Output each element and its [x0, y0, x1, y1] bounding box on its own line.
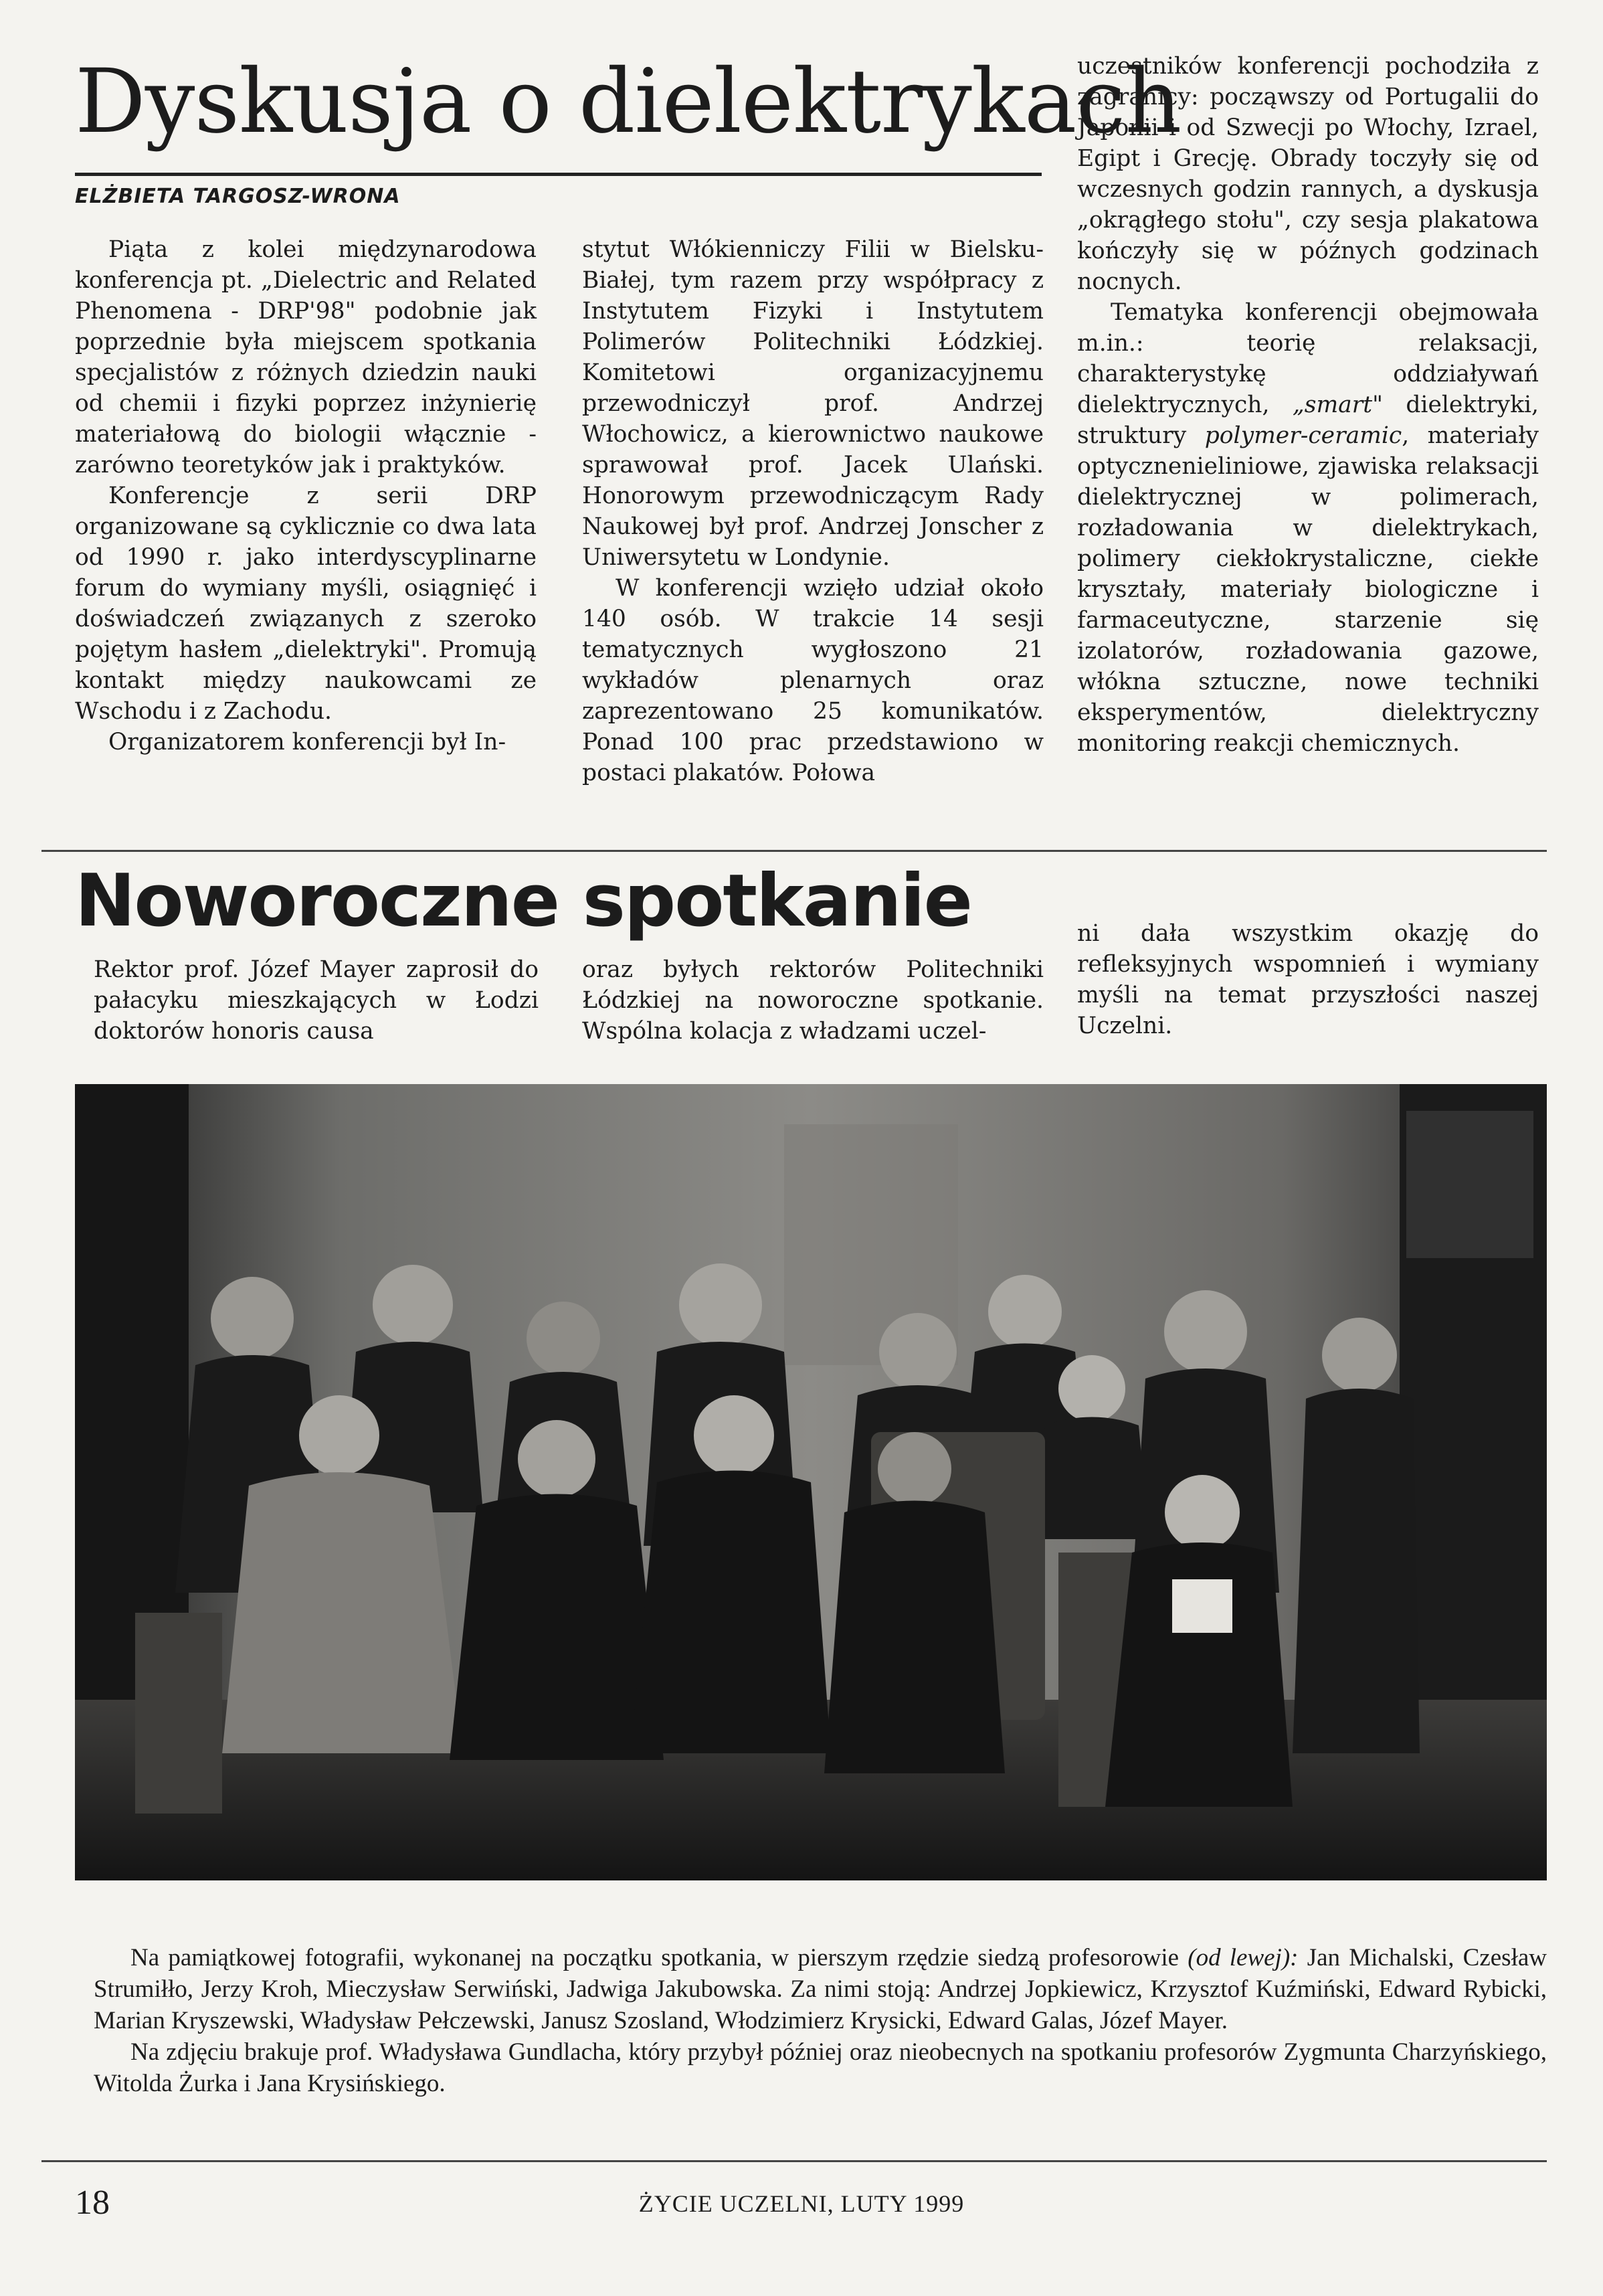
text-run: dielektryki, struktury [1077, 391, 1539, 449]
text-run-italic: (od lewej): [1188, 1944, 1299, 1971]
article1-column-1 [75, 234, 537, 758]
running-footer: ŻYCIE UCZELNI, LUTY 1999 [638, 2190, 965, 2217]
footer-rule [41, 2160, 1547, 2162]
text-run: Na pamiątkowej fotografii, wykonanej na początku spotkania, w pierszym rzędzie siedzą profesorowie [130, 1944, 1188, 1971]
paragraph: Konferencje z serii DRP organizowane są cyklicznie co dwa lata od 1990 r. jako interdyscyplinarne forum do wymiany myśli, osiągnięć i doświadczeń związanych z szeroko pojętym hasłem „dielektryki". Promują kontakt między naukowcami ze Wschodu i z Zachodu. [75, 482, 537, 725]
page-number: 18 [75, 2184, 110, 2222]
group-photo-illustration [75, 1084, 1547, 1880]
caption-paragraph: Na zdjęciu brakuje prof. Władysława Gundlacha, który przybył później oraz nieobecnych na spotkaniu profesorów Zygmunta Charzyńskiego, Witolda Żurka i Jana Krysińskiego. [94, 2038, 1547, 2097]
paragraph: W konferencji wzięło udział około 140 osób. W trakcie 14 sesji tematycznych wygłoszono 21 wykładów plenarnych oraz zaprezentowano 25 komunikatów. Ponad 100 prac przedstawiono w postaci plakatów. Połowa [582, 575, 1044, 786]
caption-paragraph [94, 1942, 1547, 2036]
text-run: , materiały optycznenieliniowe, zjawiska relaksacji dielektrycznej w polimerach, rozładowania w dielektrykach, polimery ciekłokrystaliczne, ciekłe kryształy, materiały biologiczne i farmaceutyczne, starzenie się izolatorów, rozładowania gazowe, włókna sztuczne, nowe techniki eksperymentów, dielektryczny monitoring reakcji chemicznych. [1077, 422, 1539, 757]
text-run: Tematyka konferencji obejmowała m.in.: teorię relaksacji, charakterystykę oddziaływań dielektrycznych, [1077, 299, 1539, 418]
article1-column-3 [1077, 51, 1539, 759]
text-run-italic: polymer-ceramic [1204, 422, 1402, 449]
paragraph [1077, 297, 1539, 759]
group-photo [75, 1084, 1547, 1880]
article2-column-2 [582, 954, 1044, 1047]
paragraph: Organizatorem konferencji był In- [108, 729, 506, 756]
article2-column-1 [94, 954, 539, 1047]
title-rule [75, 173, 1042, 176]
text-run: Jan Michalski, Czesław Strumiłło, Jerzy Kroh, Mieczysław Serwiński, Jadwiga Jakubowska. Za nimi stoją: Andrzej Jopkiewicz, Krzysztof Kuźmiński, Edward Rybicki, Marian Kryszewski, Władysław Pełczewski, Janusz Szosland, Włodzimierz Krysicki, Edward Galas, Józef Mayer. [94, 1944, 1547, 2034]
paragraph: ni dała wszystkim okazję do refleksyjnych wspomnień i wymiany myśli na temat przyszłości naszej Uczelni. [1077, 920, 1539, 1039]
paragraph: stytut Włókienniczy Filii w Bielsku-Białej, tym razem przy współpracy z Instytutem Fizyki i Instytutem Polimerów Politechniki Łódzkiej. Komitetowi organizacyjnemu przewodniczył prof. Andrzej Włochowicz, a kierownictwo naukowe sprawował prof. Jacek Ulański. Honorowym przewodniczącym Rady Naukowej był prof. Andrzej Jonscher z Uniwersytetu w Londynie. [582, 236, 1044, 571]
photo-caption [94, 1942, 1547, 2099]
article2-column-3 [1077, 918, 1539, 1041]
article-title-new-year-meeting: Noworoczne spotkanie [75, 859, 971, 943]
paragraph: uczestników konferencji pochodziła z zagranicy: począwszy od Portugalii do Japonii i od Szwecji po Włochy, Izrael, Egipt i Grecję. Obrady toczyły się od wczesnych godzin rannych, a dyskusja „okrągłego stołu", czy sesja plakatowa kończyły się w późnych godzinach nocnych. [1077, 53, 1539, 295]
author-byline: ELŻBIETA TARGOSZ-WRONA [75, 185, 401, 208]
paragraph: oraz byłych rektorów Politechniki Łódzkiej na noworoczne spotkanie. Wspólna kolacja z władzami uczel- [582, 956, 1044, 1045]
section-divider [41, 850, 1547, 852]
paragraph: Piąta z kolei międzynarodowa konferencja pt. „Dielectric and Related Phenomena - DRP'98" podobnie jak poprzednie była miejscem spotkania specjalistów z różnych dziedzin nauki od chemii i fizyki poprzez inżynierię materiałową do biologii włącznie - zarówno teoretyków jak i praktyków. [75, 236, 537, 478]
article1-column-2 [582, 234, 1044, 788]
article-title-dielectrics: Dyskusja o dielektrykach [75, 50, 1182, 153]
paragraph: Rektor prof. Józef Mayer zaprosił do pałacyku mieszkających w Łodzi doktorów honoris causa [94, 956, 539, 1045]
text-run-italic: „smart" [1292, 391, 1383, 418]
